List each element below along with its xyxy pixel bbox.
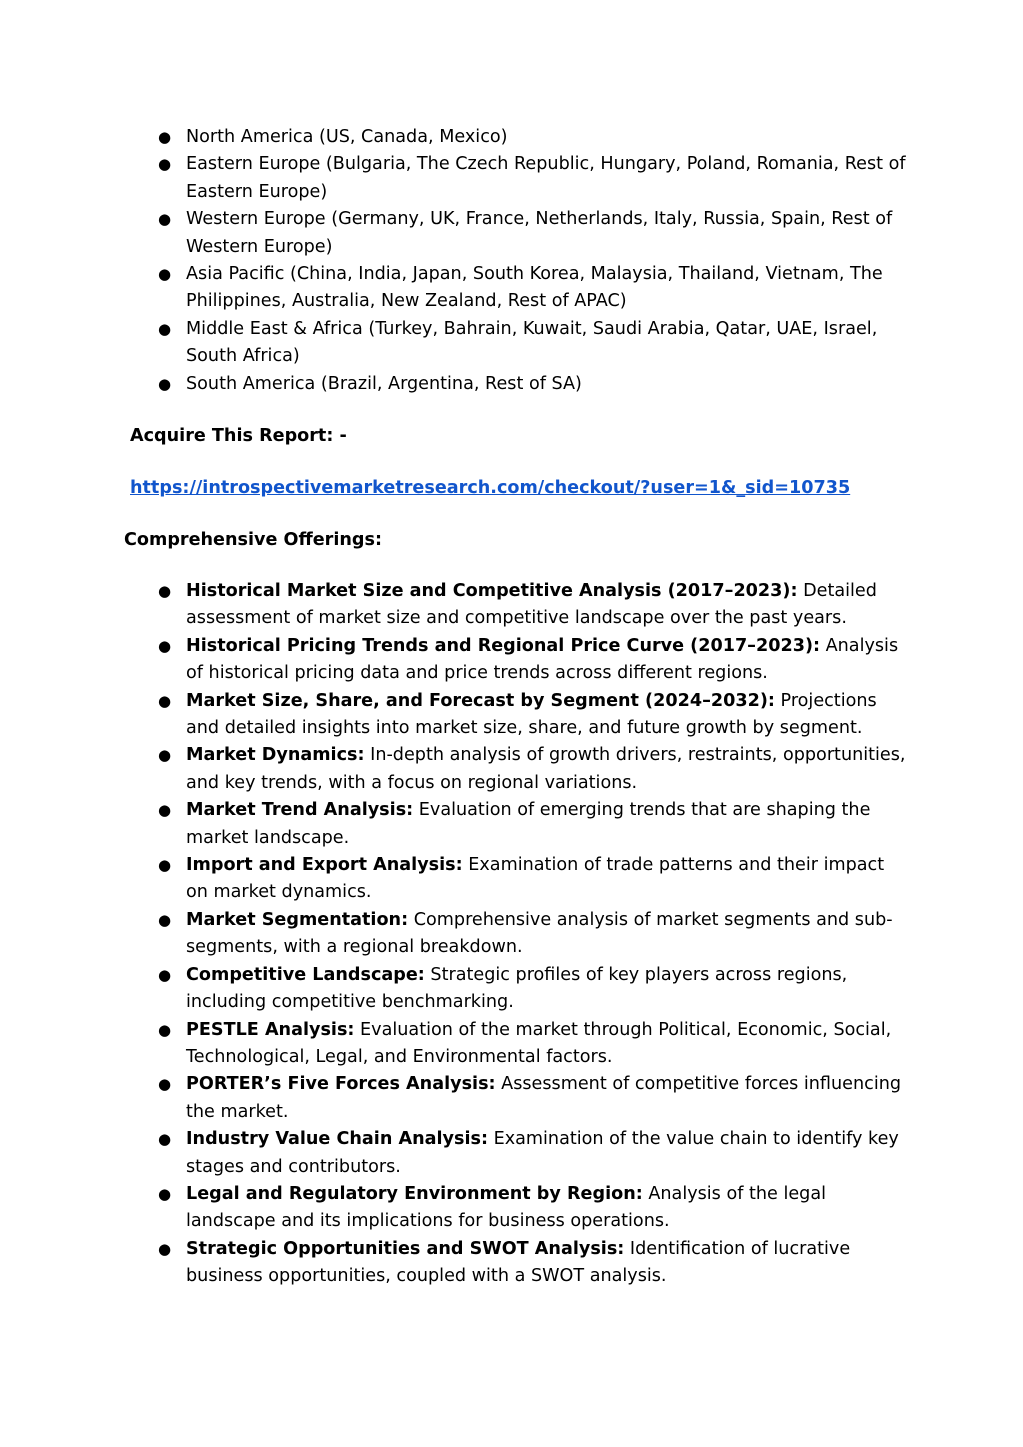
bullet-icon: ● [158,746,172,765]
bullet-icon: ● [158,374,172,393]
bullet-icon: ● [158,856,172,875]
offering-desc: Strategic profiles of key players across regions, including competitive benchmarking. [186,964,848,1013]
offering-term: Market Segmentation: [186,909,409,930]
list-item [158,1181,908,1236]
offering-desc: Analysis of the legal landscape and its implications for business operations. [186,1183,827,1232]
offering-desc: Assessment of competitive forces influencing the market. [186,1074,902,1122]
region-text: South America (Brazil, Argentina, Rest of SA) [186,373,582,394]
offering-term: Legal and Regulatory Environment by Region: [186,1183,643,1204]
list-item [158,1017,908,1072]
offering-term: PESTLE Analysis: [186,1019,355,1040]
bullet-icon: ● [158,319,172,338]
offering-desc: Detailed assessment of market size and competitive landscape over the past years. [186,581,877,629]
offering-term: Import and Export Analysis: [186,855,463,876]
offering-term: Industry Value Chain Analysis: [186,1129,488,1150]
region-text: Eastern Europe (Bulgaria, The Czech Republic, Hungary, Poland, Romania, Rest of Eastern Europe) [186,154,906,202]
regions-list [158,124,908,398]
list-item [158,1071,908,1126]
list-item [158,261,908,316]
list-item [158,962,908,1017]
region-text: Asia Pacific (China, India, Japan, South Korea, Malaysia, Thailand, Vietnam, The Philippines, Australia, New Zealand, Rest of APAC) [186,264,883,312]
list-item [158,124,908,151]
offering-desc: Analysis of historical pricing data and price trends across different regions. [186,635,899,684]
list-item [158,688,908,743]
offering-desc: Projections and detailed insights into market size, share, and future growth by segment. [186,690,877,739]
bullet-icon: ● [158,155,172,174]
bullet-icon: ● [158,636,172,655]
acquire-heading: Acquire This Report: - [130,426,347,446]
offering-desc: Evaluation of the market through Political, Economic, Social, Technological, Legal, and Environmental factors. [186,1019,892,1067]
list-item [158,1236,908,1291]
list-item [158,633,908,688]
bullet-icon: ● [158,691,172,710]
offering-desc: Examination of the value chain to identify key stages and contributors. [186,1129,899,1177]
checkout-link[interactable]: https://introspectivemarketresearch.com/checkout/?user=1&_sid=10735 [130,478,851,498]
offering-term: Market Trend Analysis: [186,800,414,821]
bullet-icon: ● [158,910,172,929]
region-text: Western Europe (Germany, UK, France, Netherlands, Italy, Russia, Spain, Rest of Western Europe) [186,209,893,257]
offering-desc: In-depth analysis of growth drivers, restraints, opportunities, and key trends, with a focus on regional variations. [186,745,906,793]
list-item [158,907,908,962]
list-item [158,578,908,633]
bullet-icon: ● [158,1020,172,1039]
offering-term: Competitive Landscape: [186,964,425,985]
region-text: North America (US, Canada, Mexico) [186,127,508,147]
bullet-icon: ● [158,965,172,984]
offerings-heading: Comprehensive Offerings: [124,530,383,550]
bullet-icon: ● [158,210,172,229]
list-item [158,852,908,907]
bullet-icon: ● [158,1075,172,1094]
offering-term: Strategic Opportunities and SWOT Analysis: [186,1238,625,1259]
list-item [158,371,908,398]
offerings-list [158,578,908,1291]
offering-desc: Comprehensive analysis of market segments and sub-segments, with a regional breakdown. [186,909,893,958]
list-item [158,1126,908,1181]
bullet-icon: ● [158,1239,172,1258]
bullet-icon: ● [158,1184,172,1203]
list-item [158,742,908,797]
bullet-icon: ● [158,582,172,600]
offering-term: Historical Market Size and Competitive Analysis (2017–2023): [186,581,798,601]
offering-desc: Identification of lucrative business opportunities, coupled with a SWOT analysis. [186,1238,851,1287]
bullet-icon: ● [158,801,172,820]
offering-desc: Examination of trade patterns and their impact on market dynamics. [186,855,885,903]
bullet-icon: ● [158,128,172,146]
offering-term: PORTER’s Five Forces Analysis: [186,1074,496,1095]
offering-term: Market Dynamics: [186,745,365,766]
list-item [158,797,908,852]
bullet-icon: ● [158,1130,172,1149]
region-text: Middle East & Africa (Turkey, Bahrain, Kuwait, Saudi Arabia, Qatar, UAE, Israel, South Africa) [186,318,878,367]
list-item [158,206,908,261]
bullet-icon: ● [158,265,172,284]
list-item [158,316,908,371]
offering-term: Market Size, Share, and Forecast by Segment (2024–2032): [186,690,775,711]
offering-desc: Evaluation of emerging trends that are shaping the market landscape. [186,800,871,848]
list-item [158,151,908,206]
offering-term: Historical Pricing Trends and Regional Price Curve (2017–2023): [186,635,821,656]
